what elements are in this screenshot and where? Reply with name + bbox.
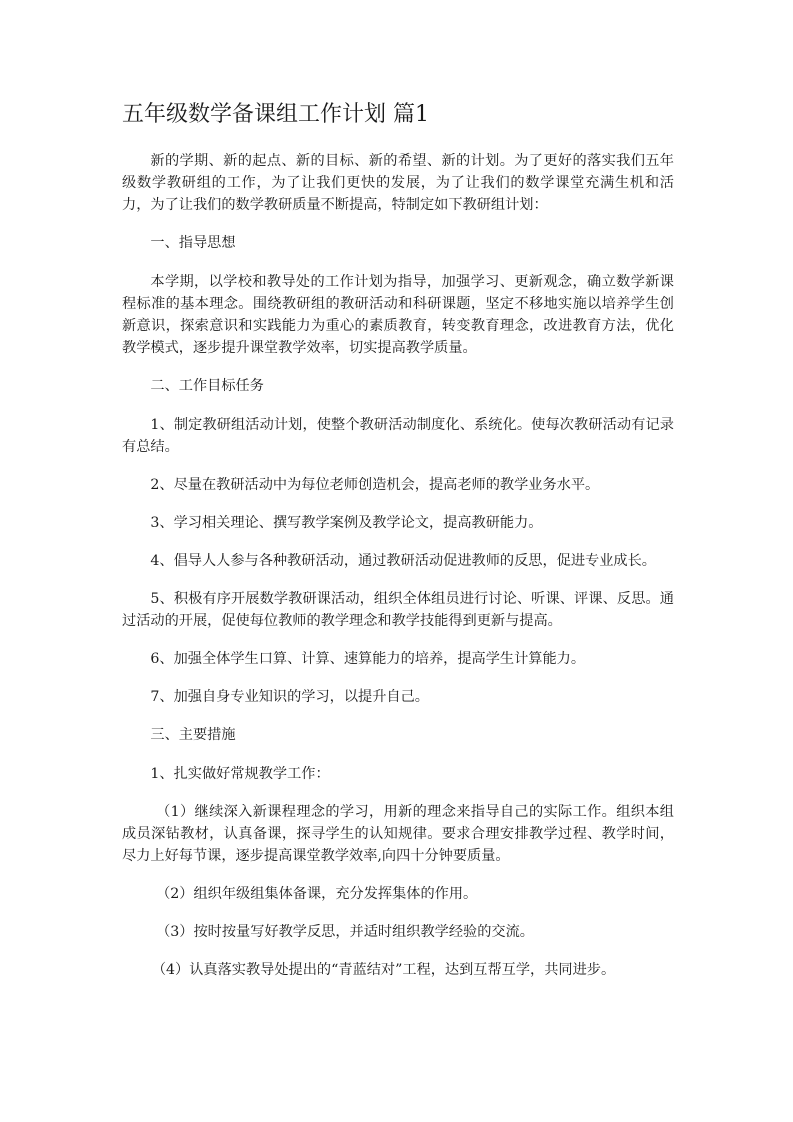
document-title: 五年级数学备课组工作计划 篇1: [122, 102, 429, 127]
measure-subitem-2: （2）组织年级组集体备课，充分发挥集体的作用。: [156, 886, 478, 902]
measure-subitem-4: （4）认真落实教导处提出的“青蓝结对”工程，达到互帮互学，共同进步。: [151, 962, 616, 978]
measure-subitem-3: （3）按时按量写好教学反思，并适时组织教学经验的交流。: [156, 924, 534, 940]
goal-item-2: 2、尽量在教研活动中为每位老师创造机会，提高老师的教学业务水平。: [150, 477, 600, 493]
goal-item-4: 4、倡导人人参与各种教研活动，通过教研活动促进教师的反思，促进专业成长。: [150, 553, 656, 569]
intro-paragraph: 新的学期、新的起点、新的目标、新的希望、新的计划。为了更好的落实我们五年级数学教研组的工作，为了让我们更快的发展，为了让我们的数学课堂充满生机和活力，为了让我们的数学教研质量不断提高，特制定如下教研组计划：: [122, 153, 674, 213]
section-heading-measures: 三、主要措施: [150, 727, 236, 743]
section-heading-goals: 二、工作目标任务: [150, 378, 264, 394]
goal-item-6: 6、加强全体学生口算、计算、速算能力的培养，提高学生计算能力。: [150, 651, 586, 667]
goal-item-7: 7、加强自身专业知识的学习，以提升自己。: [150, 689, 429, 705]
section-heading-guiding-ideology: 一、指导思想: [150, 235, 236, 251]
goal-item-1: 1、制定教研组活动计划，使整个教研活动制度化、系统化。使每次教研活动有记录有总结。: [122, 417, 674, 455]
goal-item-3: 3、学习相关理论、撰写教学案例及教学论文，提高教研能力。: [150, 515, 543, 531]
guiding-ideology-paragraph: 本学期，以学校和教导处的工作计划为指导，加强学习、更新观念，确立数学新课程标准的基本理念。围绕教研组的教研活动和科研课题，坚定不移地实施以培养学生创新意识，探索意识和实践能力为重心的素质教育，转变教育理念，改进教育方法，优化教学模式，逐步提升课堂教学效率，切实提高教学质量。: [122, 274, 674, 356]
measure-item-1: 1、扎实做好常规教学工作：: [150, 766, 330, 782]
measure-subitem-1: （1）继续深入新课程理念的学习，用新的理念来指导自己的实际工作。组织本组成员深钻教材，认真备课，探寻学生的认知规律。要求合理安排教学过程、教学时间，尽力上好每节课，逐步提高课堂教学效率,向四十分钟要质量。: [122, 804, 674, 864]
document-body: [122, 150, 674, 997]
goal-item-5: 5、积极有序开展数学教研课活动，组织全体组员进行讨论、听课、评课、反思。通过活动的开展，促使每位教师的教学理念和教学技能得到更新与提高。: [122, 591, 674, 629]
